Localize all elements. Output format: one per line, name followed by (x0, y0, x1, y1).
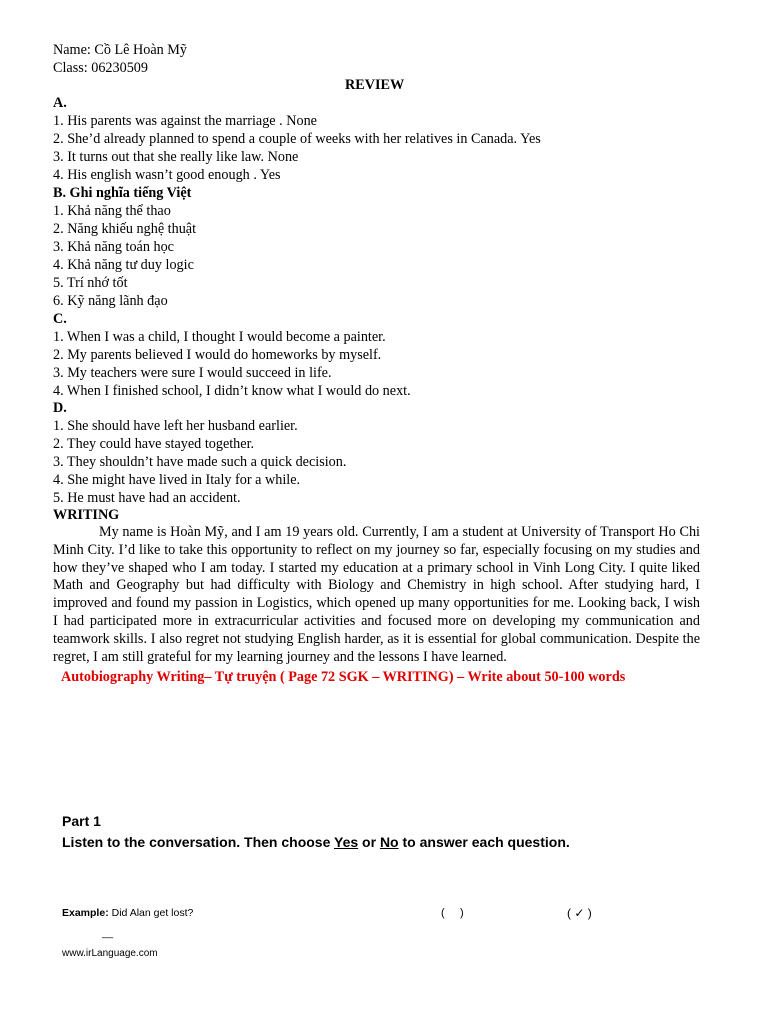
section-d-heading: D. (53, 400, 67, 416)
answer-dash: __ (102, 928, 114, 939)
example-label: Example: (62, 907, 109, 919)
list-item: 4. His english wasn’t good enough . Yes (53, 167, 281, 183)
list-item: 1. His parents was against the marriage . None (53, 113, 317, 129)
writing-task-note: Autobiography Writing– Tự truyện ( Page 72 SGK – WRITING) – Write about 50-100 words (61, 669, 626, 685)
list-item: 2. She’d already planned to spend a couple of weeks with her relatives in Canada. Yes (53, 131, 541, 147)
list-item: 3. They shouldn’t have made such a quick decision. (53, 454, 347, 470)
list-item: 2. Năng khiếu nghệ thuật (53, 221, 197, 237)
yes-word: Yes (334, 834, 359, 850)
list-item: 4. Khả năng tư duy logic (53, 257, 194, 273)
list-item: 1. She should have left her husband earlier. (53, 418, 298, 434)
list-item: 2. They could have stayed together. (53, 436, 255, 452)
list-item: 3. It turns out that she really like law. None (53, 149, 299, 165)
or-word: or (358, 834, 380, 850)
part-title: Part 1 (62, 813, 101, 829)
answer-option-empty[interactable]: ( ) (441, 907, 464, 919)
answer-option-checked[interactable]: ( ✓ ) (567, 906, 592, 920)
instruction-text-start: Listen to the conversation. Then choose (62, 834, 335, 850)
example-question: Did Alan get lost? (111, 907, 194, 919)
list-item: 4. When I finished school, I didn’t know what I would do next. (53, 383, 411, 399)
instruction-text-end: to answer each question. (398, 834, 570, 850)
writing-heading: WRITING (53, 507, 120, 523)
writing-paragraph: My name is Hoàn Mỹ, and I am 19 years old. Currently, I am a student at University of Transport Ho Chi Minh City. I’d like to take this opportunity to reflect on my journey so far, especially focusing on my studies and how they’ve shaped who I am today. I started my education at a primary school in Vinh Long City. I quite liked Math and Geography but had difficulty with Biology and Chemistry in high school. After studying hard, I improved and found my passion in Logistics, which opened up many opportunities for me. Looking back, I wish I had participated more in extracurricular activities and focused more on developing my communication and teamwork skills. I also regret not studying English harder, as it is essential for global communication. Despite the regret, I am still grateful for my learning journey and the lessons I have learned. (53, 524, 700, 665)
list-item: 3. Khả năng toán học (53, 239, 174, 255)
list-item: 3. My teachers were sure I would succeed in life. (53, 365, 332, 381)
list-item: 2. My parents believed I would do homeworks by myself. (53, 347, 382, 363)
no-word: No (379, 834, 399, 850)
section-b-heading: B. Ghi nghĩa tiếng Việt (53, 185, 192, 201)
list-item: 4. She might have lived in Italy for a while. (53, 472, 301, 488)
list-item: 1. Khả năng thể thao (53, 203, 171, 219)
part-instruction (62, 834, 570, 850)
list-item: 5. Trí nhớ tốt (53, 275, 128, 291)
student-name: Name: Cồ Lê Hoàn Mỹ (53, 42, 187, 58)
section-c-heading: C. (53, 311, 67, 327)
list-item: 1. When I was a child, I thought I would become a painter. (53, 329, 386, 345)
section-a-heading: A. (53, 95, 67, 111)
website-footer: www.irLanguage.com (62, 948, 158, 959)
example-row (62, 907, 193, 919)
list-item: 6. Kỹ năng lãnh đạo (53, 293, 168, 309)
student-class: Class: 06230509 (53, 60, 148, 76)
list-item: 5. He must have had an accident. (53, 490, 241, 506)
page-title: REVIEW (345, 77, 405, 93)
